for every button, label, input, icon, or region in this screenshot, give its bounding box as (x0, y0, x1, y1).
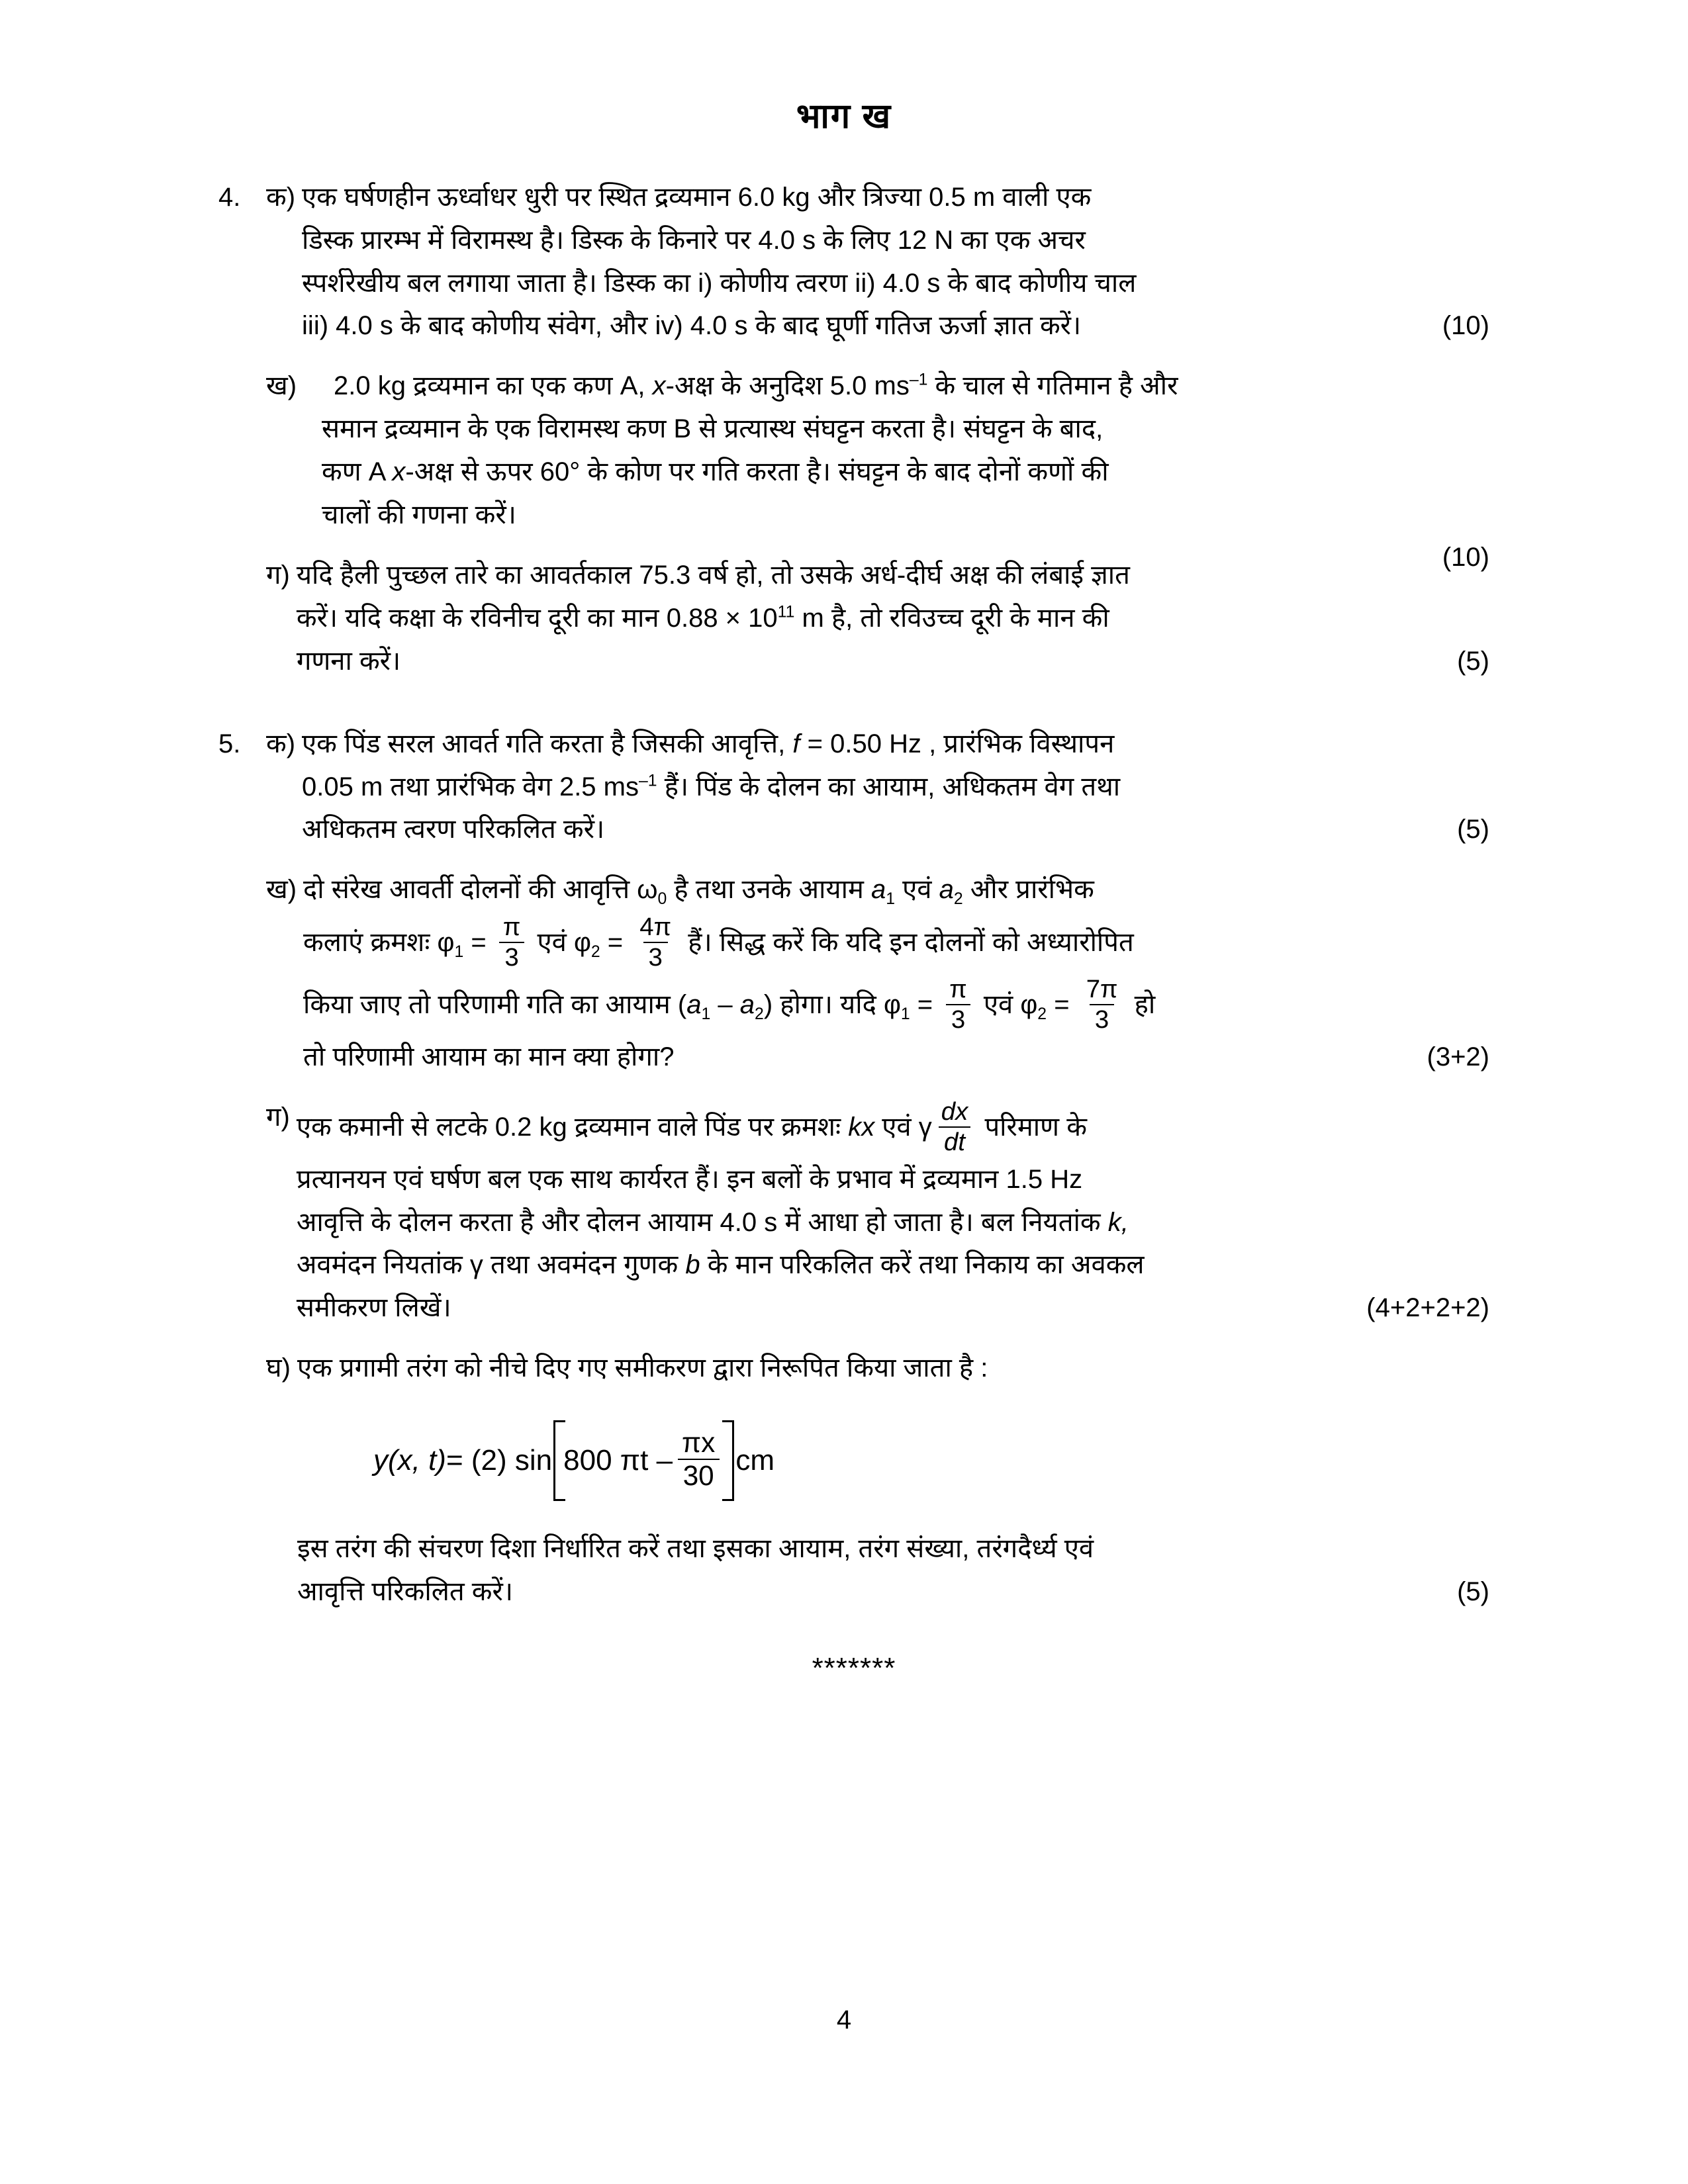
text-run: कलाएं क्रमशः (303, 927, 438, 957)
marks-4kha: (10) (1442, 543, 1489, 572)
part-text-5gha (297, 1347, 1489, 1614)
subscript: 2 (953, 890, 963, 909)
math-var-a2: a (739, 989, 755, 1019)
math-phi: φ (437, 927, 455, 957)
fraction-numerator: πx (682, 1426, 716, 1458)
text-run: -अक्ष से ऊपर 60° के कोण पर गति करता है। संघट्टन के बाद दोनों कणों की (405, 457, 1109, 486)
text-line-with-marks (302, 304, 1489, 347)
part-text-4kha (322, 365, 1489, 572)
question-4-number: 4. (218, 183, 241, 212)
math-phi: φ (573, 927, 591, 957)
question-5-part-kha (266, 868, 1489, 1079)
text-run: एवं (895, 875, 939, 905)
text-run: हो (1127, 989, 1156, 1019)
subscript: 1 (454, 942, 464, 961)
text-run: दो संरेख आवर्ती दोलनों की आवृत्ति (303, 875, 637, 905)
text-run: ) होगा। यदि (763, 989, 884, 1019)
math-omega: ω (637, 875, 658, 905)
text-line: स्पर्शरेखीय बल लगाया जाता है। डिस्क का i) कोणीय त्वरण ii) 4.0 s के बाद कोणीय चाल (302, 268, 1137, 298)
text-run: 2.0 kg द्रव्यमान का एक कण A, (334, 371, 653, 401)
exponent: 11 (777, 603, 795, 621)
fraction-pix-over-30 (677, 1428, 720, 1491)
equals-sign: = (463, 927, 494, 957)
fraction-denominator: 3 (643, 942, 668, 971)
fraction-numerator: π (949, 975, 967, 1004)
text-line: अधिकतम त्वरण परिकलित करें। (302, 815, 605, 844)
question-4 (218, 176, 1489, 700)
text-line-with-marks (297, 1287, 1489, 1330)
math-gamma: γ (469, 1250, 483, 1280)
math-gamma: γ (918, 1112, 932, 1142)
subscript: 0 (657, 890, 667, 909)
part-text-5ga (297, 1096, 1489, 1330)
math-var-x: x (652, 371, 666, 401)
part-heading: भाग ख (796, 97, 892, 136)
subscript: 1 (701, 1005, 711, 1023)
text-line (303, 868, 1489, 911)
text-run: तथा अवमंदन गुणक (483, 1250, 686, 1280)
fraction-denominator: 30 (678, 1459, 720, 1490)
text-run: एक कमानी से लटके 0.2 kg द्रव्यमान वाले पिंड पर क्रमशः (296, 1112, 849, 1142)
question-5-part-ka (266, 723, 1489, 851)
question-5-body (266, 723, 1489, 1614)
text-run: m है, तो रविउच्च दूरी के मान की (794, 604, 1109, 633)
question-4-part-kha (266, 365, 1489, 572)
text-line (297, 1201, 1489, 1244)
fraction-7pi-over-3 (1081, 976, 1123, 1034)
text-line (322, 365, 1489, 408)
text-run: करें। यदि कक्षा के रविनीच दूरी का मान 0.88 × 10 (296, 604, 778, 633)
fraction-denominator: 3 (1090, 1004, 1114, 1033)
text-line: तो परिणामी आयाम का मान क्या होगा? (303, 1042, 675, 1071)
text-run: किया जाए तो परिणामी गति का आयाम ( (303, 989, 687, 1019)
text-run: 0.05 m तथा प्रारंभिक वेग 2.5 ms (302, 772, 639, 801)
part-text-4ka (302, 176, 1489, 347)
text-line-with-marks (303, 1036, 1489, 1079)
fraction-denominator: 3 (499, 942, 524, 971)
part-text-4ga (297, 554, 1489, 682)
text-run: एवं (976, 989, 1021, 1019)
text-run: हैं। सिद्ध करें कि यदि इन दोलनों को अध्यारोपित (680, 927, 1134, 957)
part-label-gha: घ) (266, 1353, 291, 1383)
text-line: आवृत्ति परिकलित करें। (297, 1577, 513, 1607)
question-4-part-ka (266, 176, 1489, 347)
marks-5ka: (5) (1457, 815, 1489, 844)
text-run: हैं। पिंड के दोलन का आयाम, अधिकतम वेग तथा (657, 772, 1121, 801)
text-run: आवृत्ति के दोलन करता है और दोलन आयाम 4.0 s में आधा हो जाता है। बल नियतांक (296, 1207, 1108, 1237)
part-label-ka: क) (266, 729, 296, 758)
math-phi: φ (1020, 989, 1038, 1019)
equation-unit: cm (735, 1444, 774, 1477)
wave-equation (297, 1420, 1489, 1502)
text-run: -अक्ष के अनुदिश 5.0 ms (665, 371, 910, 401)
equation-inner-term: 800 πt – (563, 1444, 673, 1477)
text-line: प्रत्यानयन एवं घर्षण बल एक साथ कार्यरत हैं। इन बलों के प्रभाव में द्रव्यमान 1.5 Hz (296, 1164, 1083, 1194)
math-phi: φ (883, 989, 901, 1019)
fraction-denominator: dt (939, 1126, 970, 1156)
marks-5gha: (5) (1457, 1577, 1489, 1607)
text-run: कण A (322, 457, 393, 486)
text-line-with-marks (297, 640, 1489, 683)
question-5-part-gha (266, 1347, 1489, 1614)
text-line (297, 1244, 1489, 1287)
text-line: यदि हैली पुच्छल तारे का आवर्तकाल 75.3 वर्ष हो, तो उसके अर्ध-दीर्घ अक्ष की लंबाई ज्ञात (296, 561, 1130, 590)
exponent: –1 (638, 772, 657, 790)
minus-sign: – (710, 989, 740, 1019)
text-line-equation (303, 974, 1489, 1036)
text-line: एक प्रगामी तरंग को नीचे दिए गए समीकरण द्वारा निरूपित किया जाता है : (297, 1353, 988, 1383)
math-var-y: y (373, 1444, 388, 1477)
bracket-foot-right (722, 1499, 734, 1501)
fraction-pi-over-3 (498, 914, 526, 972)
end-of-paper-marker: ******* (812, 1652, 896, 1685)
math-var-f: f (792, 729, 800, 758)
part-label-kha: ख) (266, 875, 297, 905)
question-4-body (266, 176, 1489, 700)
text-line-with-marks (302, 808, 1489, 851)
marks-4ga: (5) (1457, 646, 1489, 676)
marks-row-4kha (322, 536, 1489, 572)
math-var-x: x (392, 457, 406, 486)
question-5-part-ga (266, 1096, 1489, 1330)
fraction-denominator: 3 (946, 1004, 970, 1033)
text-run: अवमंदन नियतांक (296, 1250, 470, 1280)
math-var-a1: a (686, 989, 702, 1019)
question-5 (218, 723, 1489, 1614)
text-run: एवं (530, 927, 574, 957)
fraction-4pi-over-3 (634, 914, 677, 972)
exponent: –1 (909, 371, 928, 389)
math-var-a1: a (870, 875, 886, 905)
math-kx: kx (848, 1112, 875, 1142)
equals-sign: = (600, 927, 631, 957)
text-line: iii) 4.0 s के बाद कोणीय संवेग, और iv) 4.0 s के बाद घूर्णी गतिज ऊर्जा ज्ञात करें। (302, 311, 1082, 341)
fraction-numerator: dx (941, 1097, 968, 1126)
text-run: एवं (874, 1112, 919, 1142)
subscript: 2 (590, 942, 600, 961)
text-run: एक पिंड सरल आवर्त गति करता है जिसकी आवृत्ति, (302, 729, 793, 758)
fraction-pi-over-3 (944, 976, 972, 1034)
part-label-kha: ख) (266, 371, 297, 401)
math-var-a2: a (939, 875, 954, 905)
part-text-5kha (303, 868, 1489, 1079)
subscript: 1 (900, 1005, 910, 1023)
subscript: 2 (755, 1005, 764, 1023)
text-line-equation (303, 911, 1489, 974)
text-run: है तथा उनके आयाम (667, 875, 871, 905)
text-run: के मान परिकलित करें तथा निकाय का अवकल (700, 1250, 1145, 1280)
fraction-dx-over-dt (936, 1099, 974, 1156)
text-line: समान द्रव्यमान के एक विरामस्थ कण B से प्रत्यास्थ संघट्टन करता है। संघट्टन के बाद, (322, 414, 1103, 443)
part-label-ga: ग) (266, 561, 290, 590)
math-var-b: b (685, 1250, 700, 1280)
marks-4ka: (10) (1442, 311, 1489, 341)
part-text-5ka (302, 723, 1489, 851)
part-label-ga: ग) (266, 1102, 290, 1132)
bracket-foot-left (553, 1499, 565, 1501)
text-line (302, 766, 1489, 809)
subscript: 2 (1037, 1005, 1047, 1023)
text-run: और प्रारंभिक (962, 875, 1094, 905)
marks-5kha: (3+2) (1427, 1042, 1489, 1071)
text-line-equation (297, 1096, 1489, 1158)
text-run: परिमाण के (977, 1112, 1087, 1142)
text-line (297, 597, 1489, 640)
text-run: = 0.50 Hz , प्रारंभिक विस्थापन (800, 729, 1115, 758)
page-number: 4 (836, 2005, 852, 2034)
text-line: समीकरण लिखें। (296, 1293, 451, 1323)
text-line: डिस्क प्रारम्भ में विरामस्थ है। डिस्क के किनारे पर 4.0 s के लिए 12 N का एक अचर (302, 225, 1086, 255)
text-line: इस तरंग की संचरण दिशा निर्धारित करें तथा इसका आयाम, तरंग संख्या, तरंगदैर्ध्य एवं (297, 1534, 1094, 1564)
fraction-numerator: 4π (639, 913, 672, 942)
square-bracket-group (553, 1420, 734, 1502)
text-line: एक घर्षणहीन ऊर्ध्वाधर धुरी पर स्थित द्रव्यमान 6.0 kg और त्रिज्या 0.5 m वाली एक (302, 183, 1092, 212)
text-run: के चाल से गतिमान है और (927, 371, 1178, 401)
text-line: गणना करें। (296, 646, 401, 676)
text-line: चालों की गणना करें। (322, 500, 516, 529)
equals-sign: = (910, 989, 941, 1019)
math-var-k: k, (1107, 1207, 1129, 1237)
equation-operator: = (2) sin (445, 1444, 553, 1477)
subscript: 1 (886, 890, 896, 909)
marks-5ga: (4+2+2+2) (1366, 1293, 1489, 1323)
text-line-with-marks (297, 1570, 1489, 1614)
part-label-ka: क) (266, 183, 296, 212)
fraction-numerator: 7π (1086, 975, 1118, 1004)
text-line (302, 723, 1489, 766)
fraction-numerator: π (502, 913, 521, 942)
equals-sign: = (1047, 989, 1077, 1019)
question-5-number: 5. (218, 729, 241, 758)
questions-container (0, 176, 1688, 1685)
question-4-part-ga (266, 554, 1489, 682)
text-line (322, 451, 1489, 494)
equation-arguments: (x, t) (387, 1444, 446, 1477)
